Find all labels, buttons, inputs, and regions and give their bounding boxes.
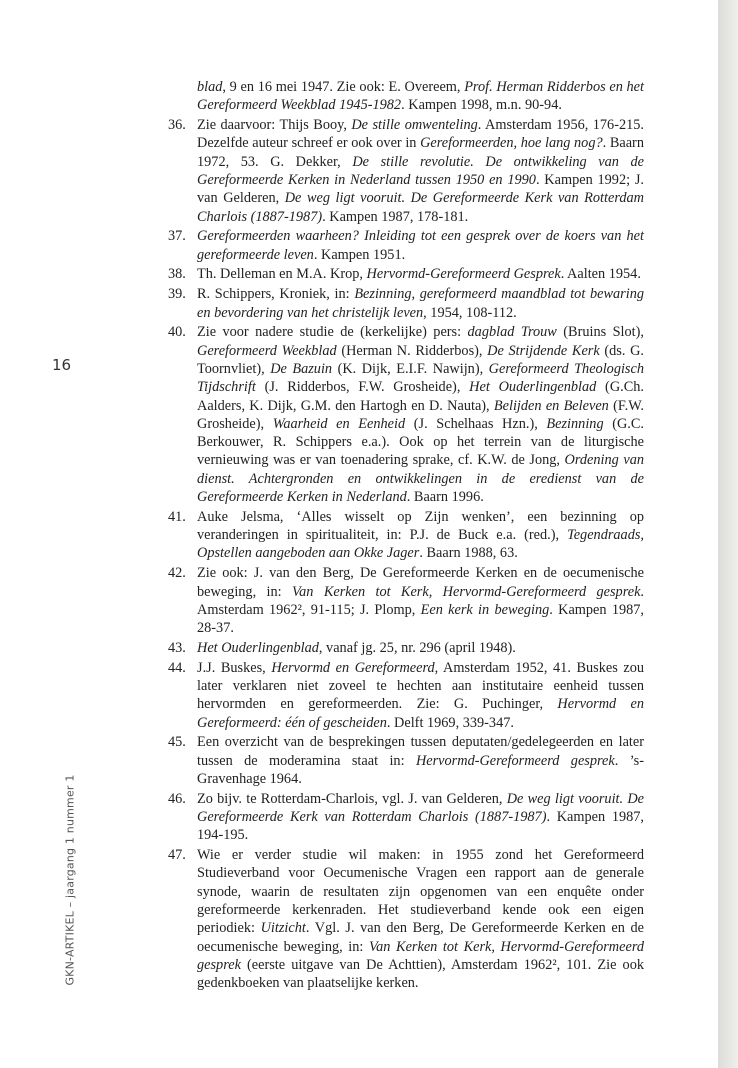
endnote-text: , Amsterdam 1952, 41. Buskes zou later verklaren niet zoveel te hechten aan institutaire eenheid tussen hervormden en gereformeerden. Zie: G. Puchinger,	[197, 659, 644, 713]
endnote-text: J.J. Buskes,	[197, 659, 272, 676]
endnote-title-italic: Van Kerken tot Kerk, Hervormd-Gereformeerd gesprek	[292, 583, 641, 600]
endnote-text: . Baarn 1972, 53. G. Dekker,	[197, 135, 644, 170]
endnote-text: , vanaf jg. 25, nr. 296 (april 1948).	[318, 639, 516, 656]
endnote-title-italic: Hervormd-Gereformeerd gesprek	[415, 752, 615, 769]
endnote-title-italic: Waarheid en Eenheid	[272, 415, 406, 432]
endnote-text: (F.W. Grosheide),	[197, 397, 644, 432]
endnote-title-italic: Prof. Herman Ridderbos en het Gereformeerd Weekblad 1945-1982	[197, 79, 644, 114]
endnote-number: 41.	[168, 508, 186, 525]
endnote-title-italic: Het Ouderlingenblad	[197, 639, 319, 656]
endnote-text: . Kampen 1987, 194-195.	[197, 809, 645, 844]
endnotes-list	[166, 78, 644, 994]
endnote-title-italic: Gereformeerden, hoe lang nog?	[420, 135, 603, 152]
endnote-continuation	[197, 78, 644, 115]
endnote-number: 39.	[168, 286, 186, 303]
endnote-text: Zie voor nadere studie de (kerkelijke) pers:	[197, 324, 468, 341]
endnote-text: (eerste uitgave van De Achttien), Amsterdam 1962², 101. Zie ook gedenkboeken van plaatselijke kerken.	[197, 956, 644, 992]
endnote-title-italic: Bezinning, gereformeerd maandblad tot bewaring en bevordering van het christelijk leven	[197, 286, 644, 321]
endnote-number: 38.	[168, 266, 186, 283]
endnote-text: . Aalten 1954.	[560, 266, 641, 283]
endnote-text: , 1954, 108-112.	[423, 304, 517, 321]
endnote-title-italic: De stille omwenteling	[351, 117, 478, 134]
endnote-number: 40.	[168, 324, 186, 341]
endnote-title-italic: Bezinning	[546, 415, 604, 432]
endnote-title-italic: Van Kerken tot Kerk, Hervormd-Gereformeerd gesprek	[197, 938, 644, 973]
endnote-title-italic: Hervormd en Gereformeerd	[271, 659, 435, 676]
endnote-number: 45.	[168, 734, 186, 751]
page-number: 16	[52, 356, 72, 374]
endnote-item	[168, 659, 644, 732]
endnote-number: 47.	[168, 847, 186, 864]
endnote-text: (Bruins Slot),	[556, 324, 644, 341]
endnote-text: . Kampen 1951.	[313, 246, 406, 263]
endnote-text: Th. Delleman en M.A. Krop,	[197, 266, 367, 283]
endnote-text: Zie daarvoor: Thijs Booy,	[197, 117, 352, 134]
page-spine-edge	[718, 0, 738, 1068]
endnote-title-italic: Gereformeerden waarheen? Inleiding tot een gesprek over de koers van het gereformeerde leven	[197, 228, 644, 263]
endnote-title-italic: De weg ligt vooruit. De Gereformeerde Kerk van Rotterdam Charlois (1887-1987)	[197, 190, 644, 225]
endnote-title-italic: De stille revolutie. De ontwikkeling van de Gereformeerde Kerken in Nederland tussen 1950 en 1990	[197, 153, 645, 188]
endnote-title-italic: dagblad Trouw	[467, 324, 557, 341]
endnote-title-italic: Hervormd-Gereformeerd Gesprek	[366, 266, 561, 283]
endnote-text: (G.C. Berkouwer, R. Schippers e.a.). Ook op het terrein van de liturgische vernieuwing was er van toenadering sprake, cf. K.W. de Jong,	[197, 415, 644, 469]
endnote-number: 37.	[168, 228, 186, 245]
endnote-title-italic: Gereformeerd Theologisch Tijdschrift	[197, 360, 644, 396]
endnote-item	[168, 285, 644, 322]
endnote-text: . ’s-Gravenhage 1964.	[197, 752, 644, 787]
endnote-text: (K. Dijk, E.I.F. Nawijn),	[332, 360, 489, 377]
running-side-label: GKN-ARTIKEL – jaargang 1 nummer 1	[63, 774, 77, 986]
endnote-title-italic: Gereformeerd Weekblad	[197, 342, 337, 359]
endnote-item	[168, 846, 644, 992]
endnote-text: (J. Ridderbos, F.W. Grosheide),	[255, 379, 470, 396]
endnote-item	[168, 790, 645, 845]
endnote-number: 36.	[168, 117, 186, 134]
endnote-item	[168, 323, 644, 506]
endnote-text: . Baarn 1996.	[406, 489, 484, 506]
endnote-title-italic: De Strijdende Kerk	[487, 342, 600, 359]
endnote-text: Zie ook: J. van den Berg, De Gereformeerde Kerken en de oecumenische beweging, in:	[197, 565, 644, 600]
endnote-title-italic: De Bazuin	[270, 360, 333, 377]
endnote-title-italic: De weg ligt vooruit. De Gereformeerde Kerk van Rotterdam Charlois (1887-1987)	[197, 790, 645, 826]
endnote-title-italic: Hervormd en Gereformeerd: één of gescheiden	[197, 696, 644, 731]
endnote-text: . Delft 1969, 339-347.	[386, 714, 514, 731]
endnote-text: (ds. G. Toornvliet),	[197, 342, 644, 377]
endnote-text: . Amsterdam 1962², 91-115; J. Plomp,	[197, 583, 644, 618]
endnote-title-italic: Uitzicht	[260, 920, 306, 937]
endnote-text: . Baarn 1988, 63.	[419, 545, 518, 562]
endnote-number: 44.	[168, 659, 186, 676]
endnote-item	[168, 639, 644, 657]
endnote-text: . Kampen 1998, m.n. 90-94.	[401, 97, 562, 114]
endnote-title-italic: blad	[197, 79, 223, 95]
endnote-number: 46.	[168, 790, 186, 807]
endnote-text: . Vgl. J. van den Berg, De Gereformeerde Kerken en de oecumenische beweging, in:	[197, 920, 644, 955]
endnote-text: Wie er verder studie wil maken: in 1955 zond het Gereformeerd Studieverband voor Oecumenische Vragen een rapport aan de generale synode, waarin de resultaten zijn opgenomen van een enquête onder gereformeerde kerkenraden. Het studieverband kende ook een eigen periodiek:	[197, 847, 644, 937]
endnote-title-italic: Een kerk in beweging	[420, 601, 550, 618]
endnote-text: . Kampen 1987, 28-37.	[197, 601, 645, 637]
endnote-item	[168, 733, 644, 788]
endnote-text: . Kampen 1987, 178-181.	[322, 208, 469, 225]
endnote-text: . Kampen 1992; J. van Gelderen,	[197, 171, 644, 207]
endnote-number: 42.	[168, 565, 186, 582]
endnote-title-italic: Het Ouderlingenblad	[469, 379, 597, 396]
endnote-text: , 9 en 16 mei 1947. Zie ook: E. Overeem,	[222, 79, 465, 95]
endnote-text: Een overzicht van de besprekingen tussen deputaten/gedelegeerden en later tussen de moderamina staat in:	[197, 734, 644, 769]
endnote-title-italic: Tegendraads, Opstellen aangeboden aan Okke Jager	[197, 527, 644, 562]
endnote-text: (Herman N. Ridderbos),	[336, 342, 488, 359]
endnote-text: (J. Schelhaas Hzn.),	[405, 415, 547, 432]
endnote-text: (G.Ch. Aalders, K. Dijk, G.M. den Hartogh en D. Nauta),	[197, 379, 644, 414]
endnote-text: Auke Jelsma, ‘Alles wisselt op Zijn wenken’, een bezinning op veranderingen in spiritualiteit, in: P.J. de Buck e.a. (red.),	[197, 508, 644, 544]
endnote-text: . Amsterdam 1956, 176-215. Dezelfde auteur schreef er ook over in	[197, 117, 644, 152]
endnote-item	[168, 227, 644, 264]
endnote-title-italic: Ordening van dienst. Achtergronden en ontwikkelingen in de eredienst van de Gereformeerde Kerken in Nederland	[197, 452, 644, 506]
endnote-item	[168, 265, 644, 283]
endnote-text: R. Schippers, Kroniek, in:	[197, 286, 355, 303]
endnote-item	[168, 116, 645, 226]
endnote-item	[168, 508, 644, 563]
endnote-text: Zo bijv. te Rotterdam-Charlois, vgl. J. van Gelderen,	[197, 790, 507, 807]
endnote-number: 43.	[168, 639, 186, 656]
endnote-title-italic: Belijden en Beleven	[493, 397, 609, 414]
endnote-item	[168, 564, 645, 637]
